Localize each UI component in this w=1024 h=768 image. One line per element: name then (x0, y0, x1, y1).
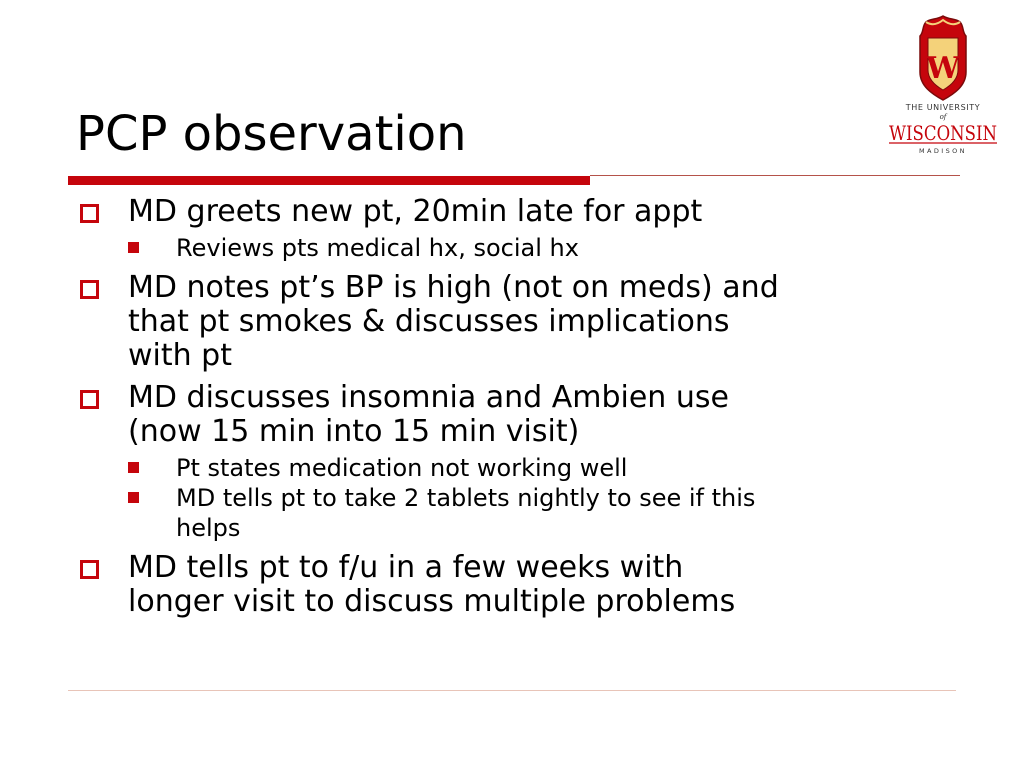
title-underline-thin (590, 175, 960, 176)
sub-bullet-text-line: MD tells pt to take 2 tablets nightly to see if this (176, 484, 756, 512)
bullet-item (78, 271, 958, 373)
filled-square-bullet-icon (128, 462, 139, 473)
filled-square-bullet-icon (128, 492, 139, 503)
sub-bullet-item (128, 233, 958, 263)
sub-bullet-text-line: Pt states medication not working well (176, 454, 628, 482)
bullet-text-line: longer visit to discuss multiple problems (128, 584, 736, 619)
crest-letter: W (926, 51, 960, 86)
logo-line-wisconsin: WISCONSIN (889, 121, 997, 145)
logo-line-madison: MADISON (919, 147, 967, 155)
sub-bullet-text-line: Reviews pts medical hx, social hx (176, 234, 579, 262)
bullet-item (78, 551, 958, 619)
bullet-text-line: (now 15 min into 15 min visit) (128, 414, 580, 449)
filled-square-bullet-icon (128, 242, 139, 253)
hollow-square-bullet-icon (80, 280, 99, 299)
crest-icon (920, 16, 966, 100)
sub-bullet-item (128, 453, 958, 483)
bullet-text-line: MD notes pt’s BP is high (not on meds) and (128, 270, 779, 305)
sub-bullet-item (128, 483, 958, 543)
bullet-item (78, 381, 958, 543)
logo-line-university: THE UNIVERSITY (905, 103, 981, 112)
sub-bullet-list (128, 233, 958, 263)
logo-line-of: of (939, 113, 947, 121)
bullet-text-line: MD discusses insomnia and Ambien use (128, 380, 729, 415)
university-of-wisconsin-logo (886, 14, 1000, 160)
bullet-item (78, 195, 958, 263)
bullet-text-line: that pt smokes & discusses implications (128, 304, 730, 339)
bullet-text-line: with pt (128, 338, 232, 373)
slide-title: PCP observation (76, 106, 467, 162)
bullet-text-line: MD tells pt to f/u in a few weeks with (128, 550, 684, 585)
title-underline-thick (68, 176, 590, 185)
sub-bullet-list (128, 453, 958, 543)
hollow-square-bullet-icon (80, 204, 99, 223)
footer-divider (68, 690, 956, 691)
hollow-square-bullet-icon (80, 560, 99, 579)
sub-bullet-text-line: helps (176, 514, 241, 542)
bullet-list (78, 195, 958, 627)
bullet-text-line: MD greets new pt, 20min late for appt (128, 194, 703, 229)
hollow-square-bullet-icon (80, 390, 99, 409)
